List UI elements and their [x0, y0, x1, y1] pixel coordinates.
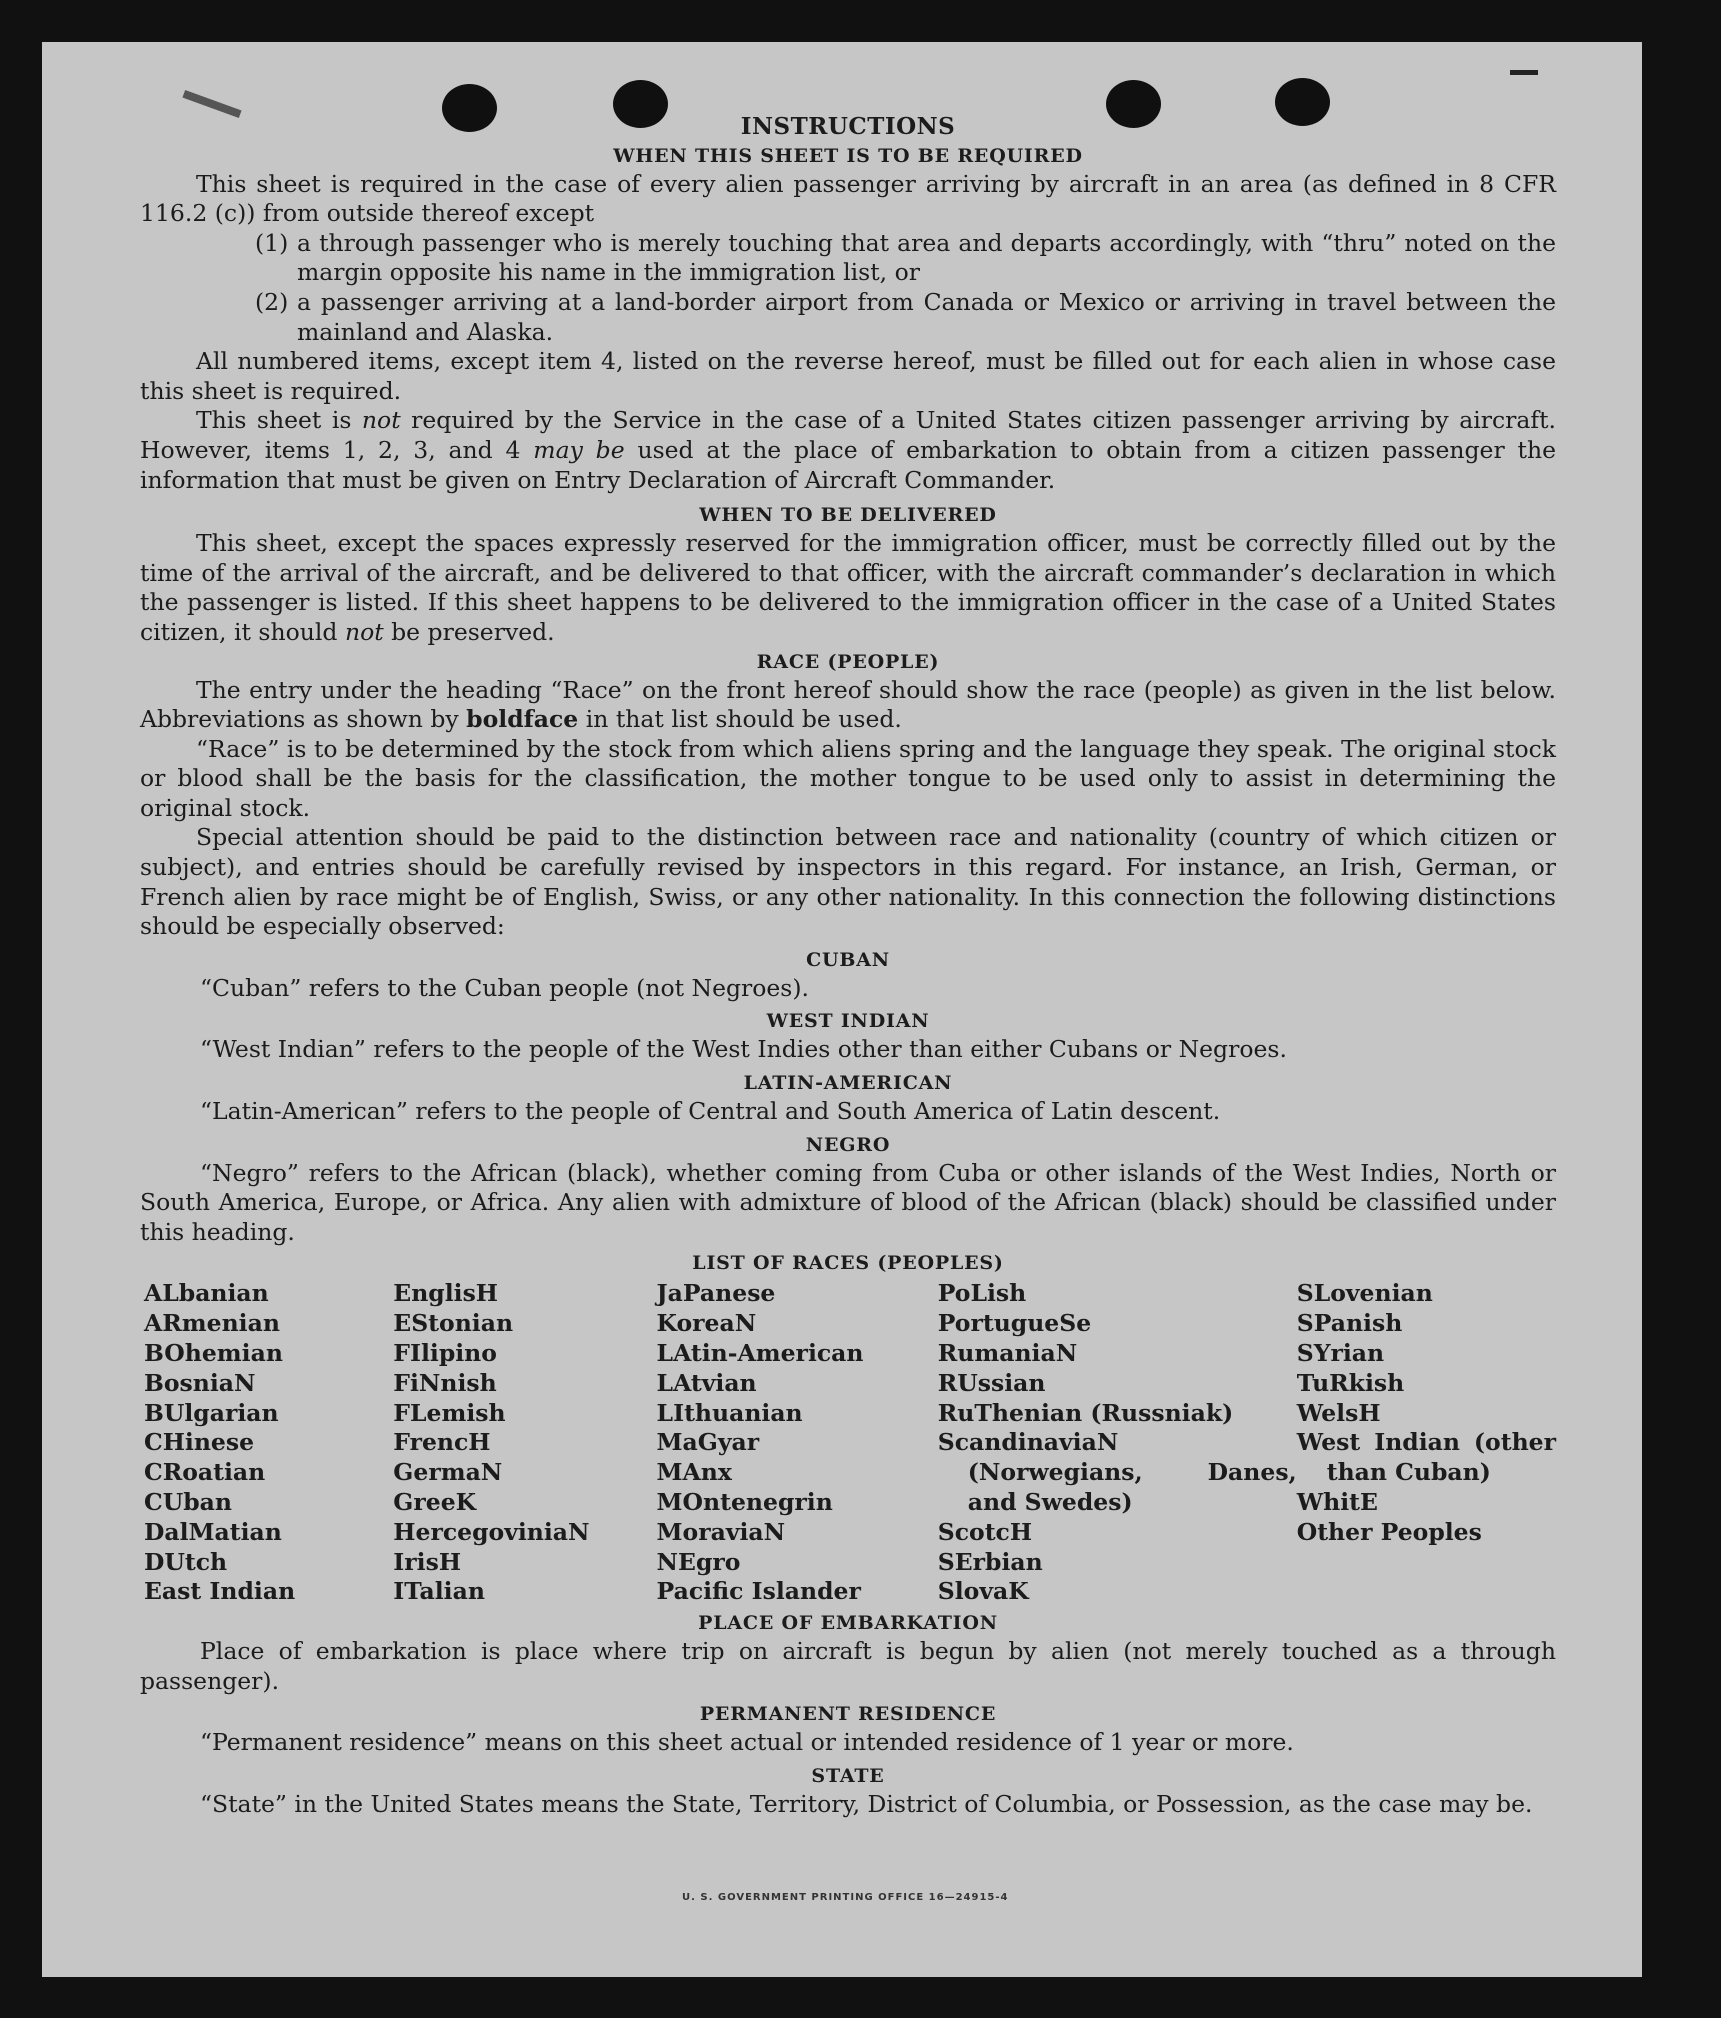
section-heading-negro: NEGRO	[805, 1133, 891, 1156]
item-text: a passenger arriving at a land-border airport from Canada or Mexico or arriving in travel between the mainland and Alaska.	[297, 287, 1556, 346]
race-item: BosniaN	[144, 1368, 256, 1397]
section-heading-delivered: WHEN TO BE DELIVERED	[699, 504, 997, 527]
race-item: WhitE	[1296, 1487, 1378, 1516]
race-item: ScotcH	[937, 1517, 1033, 1546]
race-item: PortugueSe	[937, 1309, 1092, 1338]
paragraph: This sheet, except the spaces expressly reserved for the immigration officer, must be correctly filled out by the time of the arrival of the aircraft, and be delivered to that officer, with the aircraft commander’s declaration in which the passenger is listed. If this sheet happens to be delivered to the immigration officer in the case of a United States citizen, it should not be preserved.	[140, 529, 1556, 646]
item-number: (1)	[255, 228, 289, 257]
race-item: FiNnish	[393, 1368, 497, 1397]
section-heading-west-indian: WEST INDIAN	[766, 1010, 930, 1033]
section-heading-state: STATE	[811, 1764, 885, 1787]
ink-smudge	[1510, 70, 1538, 75]
race-item: West Indian (other than Cuban)	[1296, 1428, 1556, 1487]
race-item: TuRkish	[1296, 1368, 1405, 1397]
race-item: CHinese	[144, 1428, 255, 1457]
races-column-5	[1297, 1279, 1556, 1607]
race-item: WelsH	[1296, 1398, 1381, 1427]
race-item: ARmenian	[144, 1309, 280, 1338]
paragraph: The entry under the heading “Race” on the front hereof should show the race (people) as given in the list below. Abbreviations as shown by boldface in that list should be used.	[140, 675, 1556, 734]
race-item: GermaN	[393, 1458, 503, 1487]
race-item: FrencH	[393, 1428, 491, 1457]
race-item: MoraviaN	[656, 1517, 786, 1546]
page-title: INSTRUCTIONS	[740, 113, 956, 140]
races-list	[144, 1279, 1556, 1607]
item-text: a through passenger who is merely touching that area and departs accordingly, with “thru” noted on the margin opposite his name in the immigration list, or	[297, 228, 1556, 287]
race-item: SlovaK	[937, 1577, 1029, 1606]
race-item: BUlgarian	[144, 1398, 279, 1427]
race-item: NEgro	[656, 1547, 741, 1576]
race-item: HercegoviniaN	[393, 1517, 590, 1546]
instructions-body	[140, 112, 1556, 1820]
list-item	[140, 229, 1556, 288]
paragraph: Special attention should be paid to the distinction between race and nationality (country of which citizen or subject), and entries should be carefully revised by inspectors in this regard. For instance, an Irish, German, or French alien by race might be of English, Swiss, or any other nationality. In this connection the following distinctions should be especially observed:	[140, 823, 1556, 941]
race-item: PoLish	[937, 1279, 1027, 1308]
race-item: SLovenian	[1296, 1279, 1433, 1308]
paragraph: All numbered items, except item 4, listed on the reverse hereof, must be filled out for each alien in whose case this sheet is required.	[140, 347, 1556, 405]
paragraph: This sheet is not required by the Service in the case of a United States citizen passenger arriving by aircraft. However, items 1, 2, 3, and 4 may be used at the place of embarkation to obtain from a citizen passenger the information that must be given on Entry Declaration of Aircraft Commander.	[140, 406, 1556, 494]
race-item: Other Peoples	[1296, 1517, 1482, 1546]
definition-text: “Permanent residence” means on this sheet actual or intended residence of 1 year or more.	[200, 1728, 1294, 1757]
section-heading-latin-american: LATIN-AMERICAN	[743, 1072, 953, 1095]
race-item: EStonian	[393, 1309, 514, 1338]
race-item: EnglisH	[393, 1279, 499, 1308]
section-heading-residence: PERMANENT RESIDENCE	[699, 1703, 997, 1726]
race-item: LAtvian	[656, 1368, 757, 1397]
definition-text: “Negro” refers to the African (black), whether coming from Cuba or other islands of the West Indies, North or South America, Europe, or Africa. Any alien with admixture of blood of the African (black) should be classified under this heading.	[140, 1158, 1556, 1246]
races-column-4	[938, 1279, 1297, 1607]
paragraph: “Race” is to be determined by the stock from which aliens spring and the language they speak. The original stock or blood shall be the basis for the classification, the mother tongue to be used only to assist in determining the original stock.	[140, 734, 1556, 822]
race-item: CRoatian	[144, 1458, 266, 1487]
section-heading-race: RACE (PEOPLE)	[756, 650, 940, 673]
definition-text: “Cuban” refers to the Cuban people (not Negroes).	[200, 973, 810, 1002]
race-item: ScandinaviaN (Norwegians, Danes, and Swedes)	[937, 1428, 1297, 1516]
item-number: (2)	[255, 287, 289, 316]
section-heading-list-of-races: LIST OF RACES (PEOPLES)	[692, 1252, 1004, 1275]
race-item: CUban	[144, 1487, 232, 1516]
paragraph: This sheet is required in the case of every alien passenger arriving by aircraft in an area (as defined in 8 CFR 116.2 (c)) from outside thereof except	[140, 169, 1556, 228]
definition-text: “State” in the United States means the State, Territory, District of Columbia, or Possession, as the case may be.	[200, 1789, 1533, 1818]
race-item: RuThenian (Russniak)	[937, 1398, 1234, 1427]
race-item: ITalian	[393, 1577, 485, 1606]
race-item: FIlipino	[393, 1339, 497, 1367]
definition-text: “Latin-American” refers to the people of Central and South America of Latin descent.	[200, 1097, 1221, 1126]
race-item: Pacific Islander	[656, 1577, 861, 1606]
race-item: LIthuanian	[656, 1398, 803, 1427]
race-item: LAtin-American	[656, 1339, 864, 1367]
race-item: JaPanese	[656, 1279, 776, 1308]
race-item: SErbian	[937, 1547, 1043, 1576]
race-item: FLemish	[393, 1398, 506, 1427]
race-item: MAnx	[656, 1458, 732, 1487]
races-column-2	[393, 1279, 656, 1607]
section-heading-required: WHEN THIS SHEET IS TO BE REQUIRED	[613, 144, 1083, 167]
race-item: MaGyar	[656, 1428, 760, 1457]
race-item: RUssian	[937, 1368, 1046, 1397]
race-item: SYrian	[1296, 1339, 1385, 1367]
race-item: ALbanian	[144, 1279, 269, 1308]
race-item: DUtch	[144, 1547, 228, 1576]
race-item: KoreaN	[656, 1309, 757, 1338]
race-item: SPanish	[1296, 1309, 1403, 1338]
list-item	[140, 288, 1556, 347]
printer-imprint: U. S. GOVERNMENT PRINTING OFFICE 16—24915-4	[682, 1892, 1009, 1903]
race-item: BOhemian	[144, 1339, 283, 1367]
race-item: GreeK	[393, 1487, 477, 1516]
race-item: East Indian	[144, 1577, 296, 1606]
definition-text: “West Indian” refers to the people of the West Indies other than either Cubans or Negroes.	[200, 1035, 1287, 1064]
races-column-3	[657, 1279, 938, 1607]
section-heading-cuban: CUBAN	[806, 948, 890, 971]
race-item: DalMatian	[144, 1517, 282, 1546]
race-item: RumaniaN	[937, 1339, 1078, 1367]
definition-text: Place of embarkation is place where trip on aircraft is begun by alien (not merely touched as a through passenger).	[140, 1637, 1556, 1695]
section-heading-embarkation: PLACE OF EMBARKATION	[698, 1612, 998, 1635]
race-item: IrisH	[393, 1547, 462, 1576]
races-column-1	[144, 1279, 393, 1607]
race-item: MOntenegrin	[656, 1487, 833, 1516]
